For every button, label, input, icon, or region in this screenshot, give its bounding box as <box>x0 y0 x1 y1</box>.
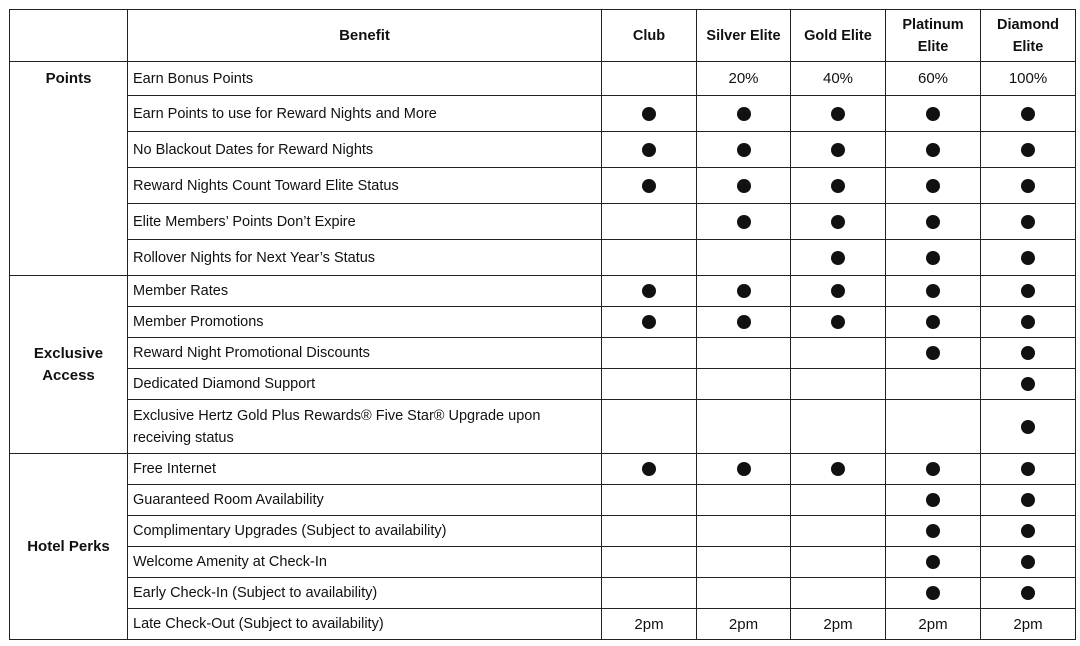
included-dot-icon <box>1021 251 1035 265</box>
benefit-cell: Guaranteed Room Availability <box>128 485 602 516</box>
table-row <box>10 369 1076 400</box>
tier-cell-platinum-elite <box>886 578 981 609</box>
included-dot-icon <box>1021 143 1035 157</box>
tier-cell-silver-elite <box>697 485 791 516</box>
included-dot-icon <box>926 493 940 507</box>
tier-cell-platinum-elite <box>886 276 981 307</box>
tier-cell-gold-elite <box>791 485 886 516</box>
tier-cell-club <box>602 276 697 307</box>
tier-cell-silver-elite <box>697 204 791 240</box>
included-dot-icon <box>737 462 751 476</box>
benefit-cell: Elite Members’ Points Don’t Expire <box>128 204 602 240</box>
tier-cell-platinum-elite <box>886 400 981 454</box>
included-dot-icon <box>737 284 751 298</box>
tier-cell-platinum-elite <box>886 168 981 204</box>
tier-cell-diamond-elite <box>981 454 1076 485</box>
tier-cell-club <box>602 338 697 369</box>
included-dot-icon <box>1021 315 1035 329</box>
tier-value: 100% <box>1008 70 1048 87</box>
included-dot-icon <box>926 462 940 476</box>
included-dot-icon <box>926 143 940 157</box>
header-row <box>10 10 1076 62</box>
tier-cell-gold-elite <box>791 240 886 276</box>
tier-cell-club <box>602 204 697 240</box>
tier-cell-silver-elite <box>697 338 791 369</box>
header-category <box>10 10 128 62</box>
tier-value: 20% <box>728 70 759 87</box>
tier-cell-club <box>602 240 697 276</box>
benefit-cell: Rollover Nights for Next Year’s Status <box>128 240 602 276</box>
included-dot-icon <box>926 251 940 265</box>
tier-cell-gold-elite <box>791 62 886 96</box>
tier-cell-platinum-elite <box>886 369 981 400</box>
tier-cell-silver-elite <box>697 547 791 578</box>
included-dot-icon <box>831 143 845 157</box>
included-dot-icon <box>1021 586 1035 600</box>
included-dot-icon <box>737 215 751 229</box>
included-dot-icon <box>1021 284 1035 298</box>
table-row <box>10 276 1076 307</box>
included-dot-icon <box>831 251 845 265</box>
tier-value: 40% <box>822 70 854 87</box>
table-row <box>10 240 1076 276</box>
included-dot-icon <box>737 107 751 121</box>
tier-cell-gold-elite <box>791 516 886 547</box>
header-tier-silver-elite: Silver Elite <box>697 10 791 62</box>
benefit-cell: Welcome Amenity at Check-In <box>128 547 602 578</box>
tier-cell-silver-elite <box>697 62 791 96</box>
tier-cell-diamond-elite <box>981 369 1076 400</box>
tier-cell-silver-elite <box>697 307 791 338</box>
tier-cell-diamond-elite <box>981 204 1076 240</box>
tier-cell-platinum-elite <box>886 96 981 132</box>
tier-cell-platinum-elite <box>886 240 981 276</box>
tier-cell-gold-elite <box>791 204 886 240</box>
included-dot-icon <box>1021 179 1035 193</box>
included-dot-icon <box>1021 377 1035 391</box>
included-dot-icon <box>831 107 845 121</box>
header-tier-diamond-elite: Diamond Elite <box>981 10 1076 62</box>
tier-cell-gold-elite <box>791 168 886 204</box>
included-dot-icon <box>1021 215 1035 229</box>
table-body <box>10 62 1076 640</box>
included-dot-icon <box>926 586 940 600</box>
included-dot-icon <box>737 179 751 193</box>
table-row <box>10 168 1076 204</box>
tier-cell-silver-elite <box>697 168 791 204</box>
header-tier-gold-elite: Gold Elite <box>791 10 886 62</box>
benefit-cell: Member Rates <box>128 276 602 307</box>
tier-value: 2pm <box>728 615 759 633</box>
tier-cell-club <box>602 96 697 132</box>
tier-cell-silver-elite <box>697 96 791 132</box>
tier-cell-gold-elite <box>791 307 886 338</box>
included-dot-icon <box>1021 346 1035 360</box>
tier-cell-club <box>602 609 697 640</box>
included-dot-icon <box>926 284 940 298</box>
tier-cell-diamond-elite <box>981 62 1076 96</box>
included-dot-icon <box>831 284 845 298</box>
tier-cell-club <box>602 547 697 578</box>
tier-cell-silver-elite <box>697 578 791 609</box>
header-tier-club: Club <box>602 10 697 62</box>
included-dot-icon <box>737 315 751 329</box>
table-row <box>10 62 1076 96</box>
benefit-cell: Reward Night Promotional Discounts <box>128 338 602 369</box>
benefit-cell: Complimentary Upgrades (Subject to availability) <box>128 516 602 547</box>
tier-cell-diamond-elite <box>981 96 1076 132</box>
tier-cell-diamond-elite <box>981 400 1076 454</box>
tier-cell-diamond-elite <box>981 578 1076 609</box>
included-dot-icon <box>642 107 656 121</box>
table-row <box>10 485 1076 516</box>
tier-cell-diamond-elite <box>981 609 1076 640</box>
tier-cell-diamond-elite <box>981 307 1076 338</box>
benefit-cell: Late Check-Out (Subject to availability) <box>128 609 602 640</box>
tier-cell-club <box>602 168 697 204</box>
tier-cell-platinum-elite <box>886 132 981 168</box>
table-row <box>10 578 1076 609</box>
included-dot-icon <box>1021 493 1035 507</box>
table-row <box>10 132 1076 168</box>
tier-cell-gold-elite <box>791 369 886 400</box>
included-dot-icon <box>1021 555 1035 569</box>
tier-cell-platinum-elite <box>886 516 981 547</box>
table-row <box>10 338 1076 369</box>
included-dot-icon <box>642 462 656 476</box>
category-cell: Exclusive Access <box>10 276 128 454</box>
tier-cell-platinum-elite <box>886 485 981 516</box>
tier-cell-club <box>602 307 697 338</box>
tier-cell-diamond-elite <box>981 547 1076 578</box>
tier-cell-gold-elite <box>791 96 886 132</box>
tier-cell-platinum-elite <box>886 338 981 369</box>
tier-cell-gold-elite <box>791 578 886 609</box>
tier-cell-club <box>602 369 697 400</box>
tier-cell-silver-elite <box>697 400 791 454</box>
benefit-cell: Earn Points to use for Reward Nights and More <box>128 96 602 132</box>
tier-cell-diamond-elite <box>981 516 1076 547</box>
benefit-cell: Free Internet <box>128 454 602 485</box>
benefit-cell: Dedicated Diamond Support <box>128 369 602 400</box>
tier-cell-silver-elite <box>697 454 791 485</box>
tier-cell-diamond-elite <box>981 485 1076 516</box>
tier-cell-platinum-elite <box>886 204 981 240</box>
table-row <box>10 204 1076 240</box>
included-dot-icon <box>1021 420 1035 434</box>
included-dot-icon <box>1021 462 1035 476</box>
table-row <box>10 96 1076 132</box>
table-row <box>10 307 1076 338</box>
table-row <box>10 609 1076 640</box>
tier-cell-club <box>602 578 697 609</box>
included-dot-icon <box>926 315 940 329</box>
tier-cell-silver-elite <box>697 609 791 640</box>
tier-cell-club <box>602 62 697 96</box>
benefit-cell: No Blackout Dates for Reward Nights <box>128 132 602 168</box>
tier-cell-gold-elite <box>791 276 886 307</box>
category-cell: Points <box>10 62 128 276</box>
benefits-table <box>9 9 1076 640</box>
benefit-cell: Member Promotions <box>128 307 602 338</box>
tier-cell-club <box>602 132 697 168</box>
tier-cell-silver-elite <box>697 276 791 307</box>
included-dot-icon <box>642 143 656 157</box>
included-dot-icon <box>831 215 845 229</box>
benefit-cell: Early Check-In (Subject to availability) <box>128 578 602 609</box>
tier-cell-gold-elite <box>791 547 886 578</box>
included-dot-icon <box>926 179 940 193</box>
tier-cell-gold-elite <box>791 132 886 168</box>
table-row <box>10 516 1076 547</box>
included-dot-icon <box>642 315 656 329</box>
included-dot-icon <box>831 315 845 329</box>
table-row <box>10 547 1076 578</box>
included-dot-icon <box>926 524 940 538</box>
category-cell: Hotel Perks <box>10 454 128 640</box>
tier-cell-club <box>602 454 697 485</box>
included-dot-icon <box>1021 524 1035 538</box>
tier-cell-platinum-elite <box>886 307 981 338</box>
tier-cell-gold-elite <box>791 338 886 369</box>
included-dot-icon <box>1021 107 1035 121</box>
tier-value: 2pm <box>918 615 948 633</box>
tier-cell-silver-elite <box>697 132 791 168</box>
included-dot-icon <box>926 215 940 229</box>
tier-cell-gold-elite <box>791 454 886 485</box>
table-row <box>10 400 1076 454</box>
tier-cell-silver-elite <box>697 516 791 547</box>
tier-cell-diamond-elite <box>981 168 1076 204</box>
tier-cell-diamond-elite <box>981 240 1076 276</box>
benefit-cell: Reward Nights Count Toward Elite Status <box>128 168 602 204</box>
tier-cell-club <box>602 400 697 454</box>
tier-value: 60% <box>917 70 949 87</box>
tier-cell-platinum-elite <box>886 609 981 640</box>
tier-cell-silver-elite <box>697 369 791 400</box>
tier-cell-club <box>602 485 697 516</box>
included-dot-icon <box>831 462 845 476</box>
tier-cell-platinum-elite <box>886 454 981 485</box>
included-dot-icon <box>642 179 656 193</box>
header-benefit: Benefit <box>128 10 602 62</box>
header-tier-platinum-elite: Platinum Elite <box>886 10 981 62</box>
tier-cell-diamond-elite <box>981 276 1076 307</box>
tier-value: 2pm <box>823 615 853 633</box>
tier-cell-platinum-elite <box>886 547 981 578</box>
tier-cell-gold-elite <box>791 400 886 454</box>
benefit-cell: Earn Bonus Points <box>128 62 602 96</box>
tier-cell-silver-elite <box>697 240 791 276</box>
tier-value: 2pm <box>634 615 664 633</box>
tier-cell-diamond-elite <box>981 132 1076 168</box>
included-dot-icon <box>831 179 845 193</box>
included-dot-icon <box>642 284 656 298</box>
included-dot-icon <box>926 346 940 360</box>
tier-cell-platinum-elite <box>886 62 981 96</box>
table-row <box>10 454 1076 485</box>
tier-cell-gold-elite <box>791 609 886 640</box>
tier-cell-club <box>602 516 697 547</box>
tier-cell-diamond-elite <box>981 338 1076 369</box>
included-dot-icon <box>926 107 940 121</box>
tier-value: 2pm <box>1013 615 1043 633</box>
included-dot-icon <box>926 555 940 569</box>
included-dot-icon <box>737 143 751 157</box>
benefit-cell: Exclusive Hertz Gold Plus Rewards® Five Star® Upgrade upon receiving status <box>128 400 602 454</box>
